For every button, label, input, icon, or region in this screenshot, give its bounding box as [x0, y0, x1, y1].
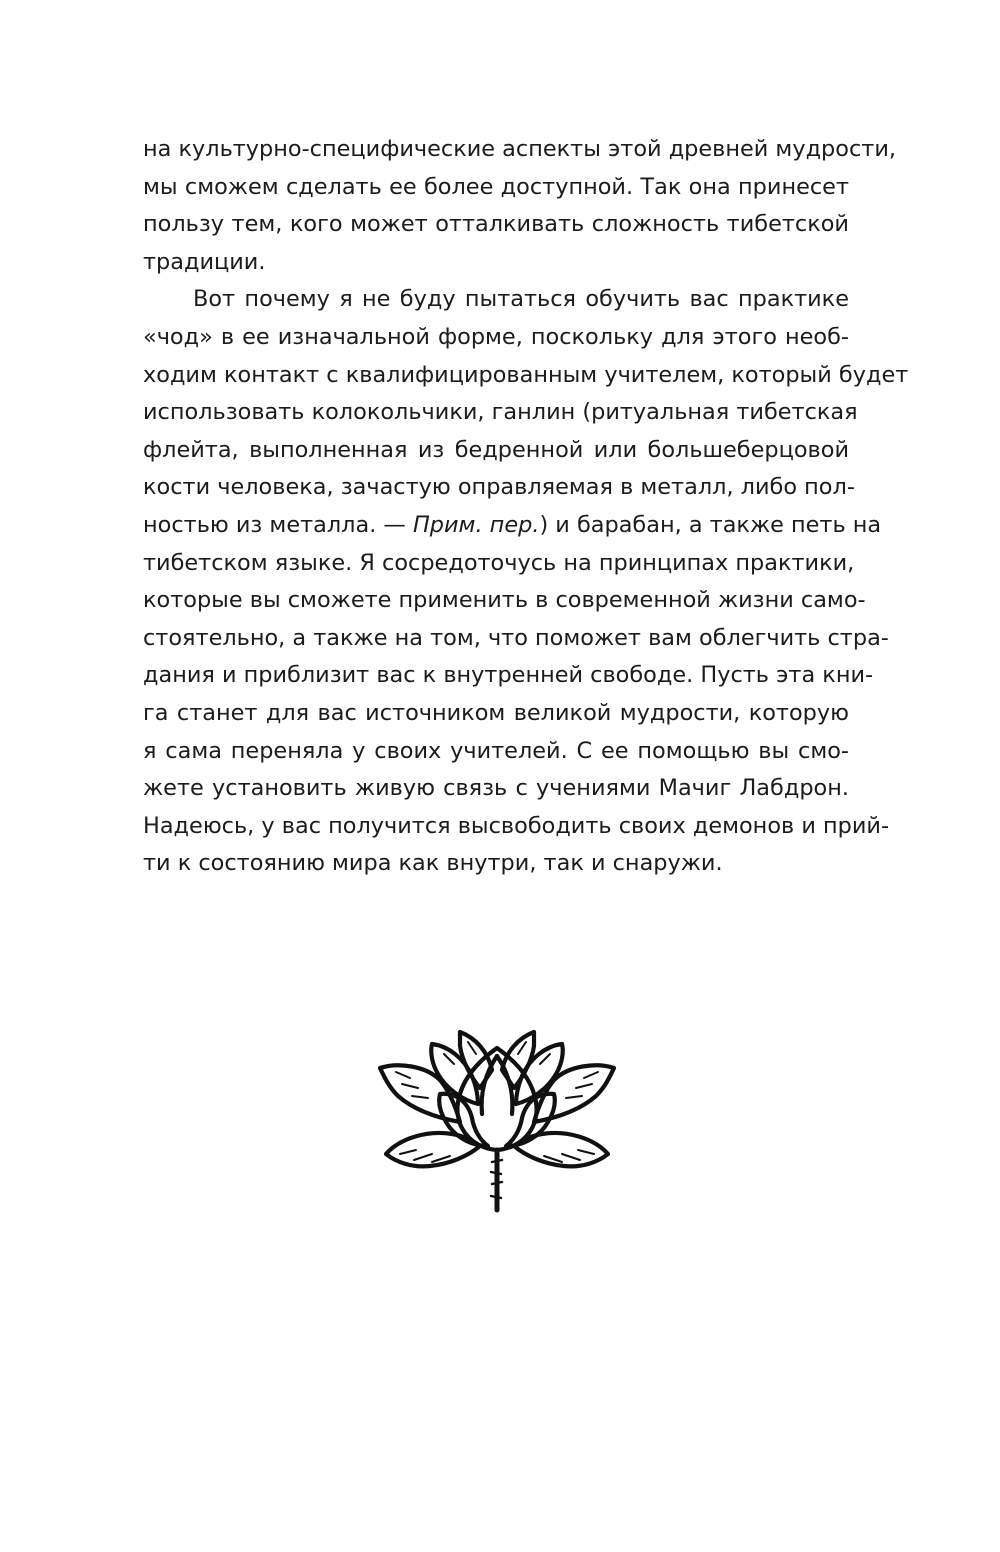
text-line: «чод» в ее изначальной форме, поскольку для этого необ- [143, 323, 849, 350]
text-line: использовать колокольчики, ганлин (ритуальная тибетская [143, 399, 858, 426]
text-line: флейта, выполненная из бедренной или большеберцовой [143, 436, 849, 463]
text-line-with-note [143, 507, 882, 545]
text-line: га станет для вас источником великой мудрости, которую [143, 699, 849, 726]
text-line: ходим контакт с квалифицированным учителем, который будет [143, 361, 909, 388]
text-line: традиции. [143, 248, 266, 275]
text-line: которые вы сможете применить в современной жизни само- [143, 587, 866, 614]
text-line: кости человека, зачастую оправляемая в металл, либо пол- [143, 474, 855, 501]
text-line: дания и приблизит вас к внутренней свободе. Пусть эта кни- [143, 662, 874, 689]
text-line: тибетском языке. Я сосредоточусь на принципах практики, [143, 549, 855, 576]
translator-note: Прим. пер. [412, 511, 540, 538]
text-line: пользу тем, кого может отталкивать сложность тибетской [143, 211, 849, 238]
text-line: жете установить живую связь с учениями Мачиг Лабдрон. [143, 775, 849, 802]
text-fragment: ) и барабан, а также петь на [539, 511, 882, 538]
text-line: стоятельно, а также на том, что поможет вам облегчить стра- [143, 624, 889, 651]
text-line: я сама переняла у своих учителей. С ее помощью вы смо- [143, 737, 849, 764]
text-fragment: ностью из металла. — [143, 511, 406, 538]
body-text [143, 131, 909, 883]
text-line: Вот почему я не буду пытаться обучить вас практике [193, 286, 849, 313]
text-line: на культурно-специфические аспекты этой древней мудрости, [143, 136, 896, 162]
text-line: Надеюсь, у вас получится высвободить своих демонов и прий- [143, 812, 890, 839]
text-line: ти к состоянию мира как внутри, так и снаружи. [143, 850, 723, 877]
text-line: мы сможем сделать ее более доступной. Так она принесет [143, 173, 849, 200]
lotus-flower-icon [376, 1022, 618, 1214]
